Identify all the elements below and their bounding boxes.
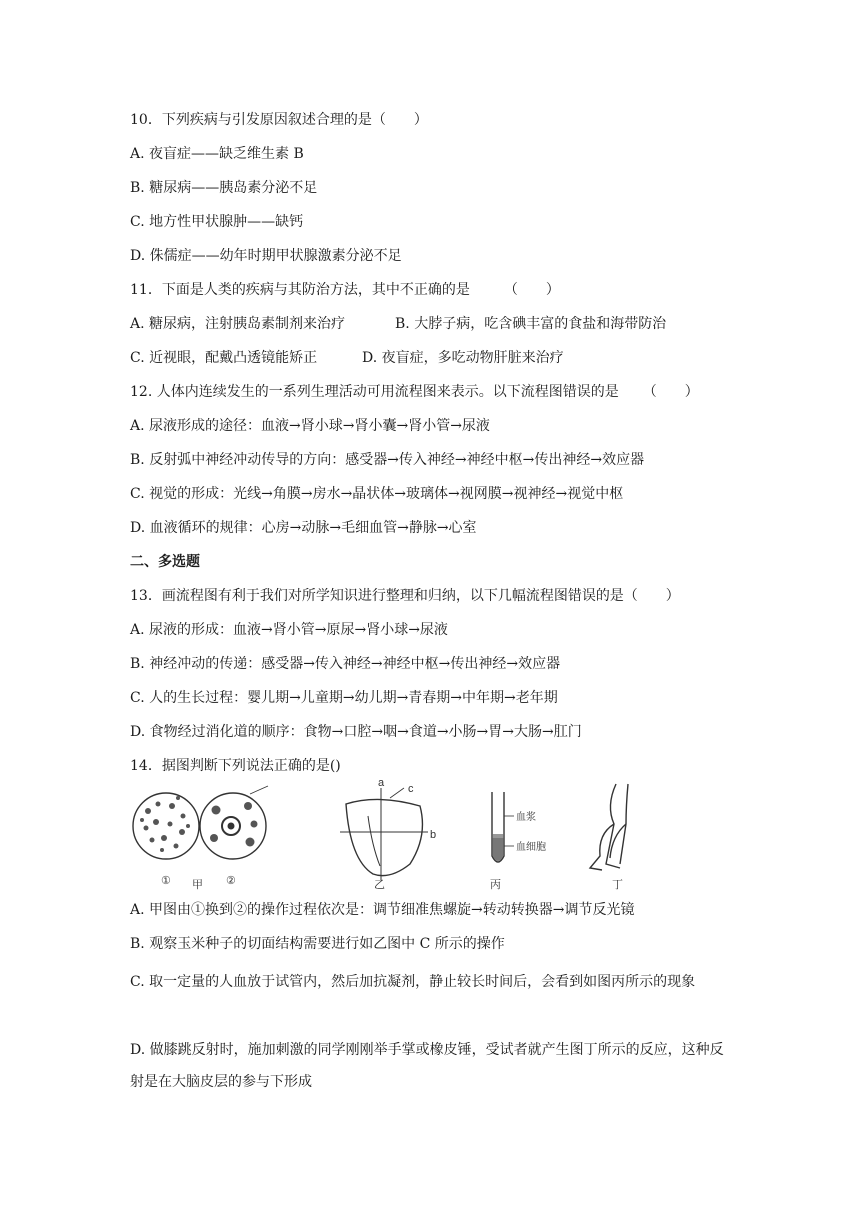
- q10-option-b: B. 糖尿病——胰岛素分泌不足: [130, 180, 318, 196]
- q14-option-a: A. 甲图由①换到②的操作过程依次是：调节细准焦螺旋→转动转换器→调节反光镜: [130, 902, 635, 918]
- figure-label-b: b: [430, 829, 437, 841]
- figure-label-ding: 丁: [612, 879, 623, 891]
- q11-options-ab: [130, 314, 730, 334]
- figure-label-c: c: [408, 783, 414, 795]
- q11-option-d: D. 夜盲症，多吃动物肝脏来治疗: [362, 350, 564, 366]
- figure-label-bing: 丙: [490, 879, 501, 891]
- q14-option-b: B. 观察玉米种子的切面结构需要进行如乙图中 C 所示的操作: [130, 936, 505, 952]
- q11-option-b: B. 大脖子病，吃含碘丰富的食盐和海带防治: [395, 316, 667, 332]
- figure-ding-knee-reflex: [590, 784, 628, 870]
- figure-label-a: a: [378, 777, 385, 789]
- q12-stem: 12. 人体内连续发生的一系列生理活动可用流程图来表示。以下流程图错误的是: [130, 384, 619, 400]
- q11-stem-line: [130, 280, 560, 300]
- figure-bing-test-tube: [492, 792, 514, 862]
- q12-option-a: A. 尿液形成的途径：血液→肾小球→肾小囊→肾小管→尿液: [130, 418, 490, 434]
- q14-stem: 14．据图判断下列说法正确的是(): [130, 758, 341, 774]
- q11-option-c: C. 近视眼，配戴凸透镜能矫正: [130, 350, 318, 366]
- q12-stem-line: [130, 382, 699, 402]
- q12-option-d: D. 血液循环的规律：心房→动脉→毛细血管→静脉→心室: [130, 520, 477, 536]
- q12-option-b: B. 反射弧中神经冲动传导的方向：感受器→传入神经→神经中枢→传出神经→效应器: [130, 452, 645, 468]
- q11-paren: （ ）: [503, 282, 560, 298]
- q12-paren: （ ）: [642, 384, 699, 400]
- q10-option-d: D. 侏儒症——幼年时期甲状腺激素分泌不足: [130, 248, 402, 264]
- figure-label-jia: 甲: [192, 879, 203, 891]
- figure-label-yi: 乙: [374, 879, 385, 891]
- q14-option-c: C. 取一定量的人血放于试管内，然后加抗凝剂，静止较长时间后，会看到如图丙所示的现象: [130, 974, 696, 990]
- figure-yi-seed-cut: [340, 788, 428, 880]
- figure-label-circle-2: ②: [226, 875, 236, 887]
- q14-figure: [128, 776, 688, 892]
- q12-option-c: C. 视觉的形成：光线→角膜→房水→晶状体→玻璃体→视网膜→视神经→视觉中枢: [130, 486, 624, 502]
- figure-label-cells: 血细胞: [516, 842, 546, 853]
- q11-stem: 11．下面是人类的疾病与其防治方法，其中不正确的是: [130, 282, 470, 298]
- q11-options-cd: [130, 348, 730, 368]
- q10-stem: 10．下列疾病与引发原因叙述合理的是（ ）: [130, 112, 428, 128]
- q14-option-d: D. 做膝跳反射时，施加刺激的同学刚刚举手掌或橡皮锤，受试者就产生图丁所示的反应，这种反射是在大脑皮层的参与下形成: [130, 1042, 724, 1090]
- q10-option-a: A. 夜盲症——缺乏维生素 B: [130, 146, 304, 162]
- q13-option-d: D. 食物经过消化道的顺序：食物→口腔→咽→食道→小肠→胃→大肠→肛门: [130, 724, 582, 740]
- figure-jia-microscope-fields: [133, 786, 268, 859]
- q11-option-a: A. 糖尿病，注射胰岛素制剂来治疗: [130, 316, 346, 332]
- q13-stem: 13．画流程图有利于我们对所学知识进行整理和归纳，以下几幅流程图错误的是（ ）: [130, 588, 680, 604]
- figure-label-circle-1: ①: [161, 875, 171, 887]
- q13-option-c: C. 人的生长过程：婴儿期→儿童期→幼儿期→青春期→中年期→老年期: [130, 690, 558, 706]
- section-heading-multi-choice: 二、多选题: [130, 554, 200, 570]
- q10-option-c: C. 地方性甲状腺肿——缺钙: [130, 214, 304, 230]
- figure-label-plasma: 血浆: [516, 812, 536, 823]
- q13-option-a: A. 尿液的形成：血液→肾小管→原尿→肾小球→尿液: [130, 622, 448, 638]
- q13-option-b: B. 神经冲动的传递：感受器→传入神经→神经中枢→传出神经→效应器: [130, 656, 561, 672]
